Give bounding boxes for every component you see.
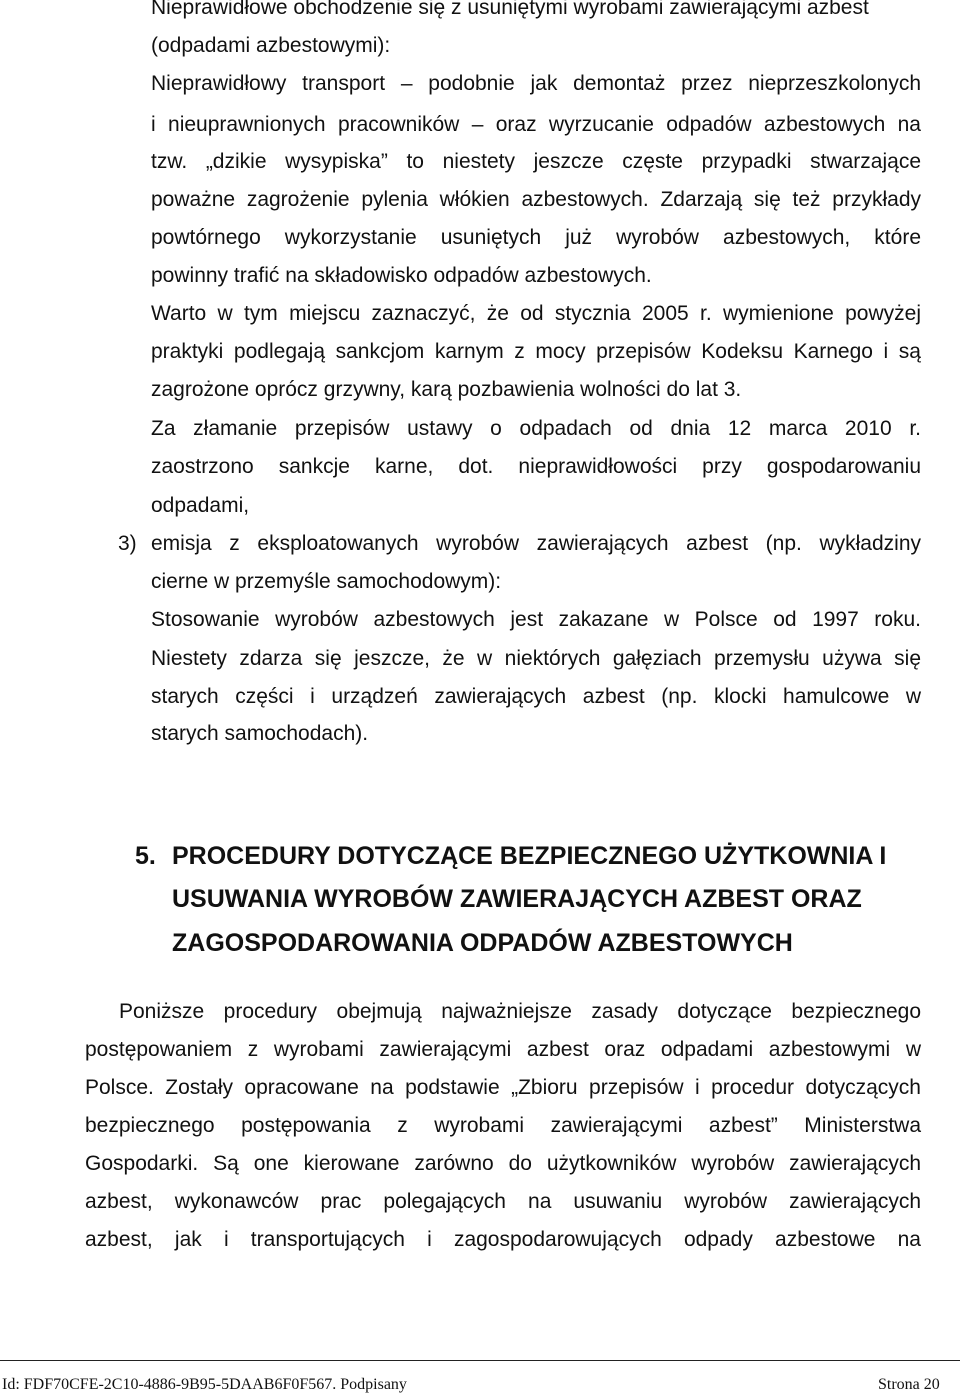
footer-divider bbox=[0, 1360, 960, 1361]
paragraph-line: i nieuprawnionych pracowników – oraz wyrzucanie odpadów azbestowych na bbox=[151, 113, 921, 136]
paragraph-line: Polsce. Zostały opracowane na podstawie „Zbioru przepisów i procedur dotyczących bbox=[85, 1076, 921, 1099]
paragraph-line: Niestety zdarza się jeszcze, że w niektórych gałęziach przemysłu używa się bbox=[151, 647, 921, 670]
footer-document-id: Id: FDF70CFE-2C10-4886-9B95-5DAAB6F0F567. Podpisany bbox=[2, 1376, 407, 1393]
paragraph-line: Nieprawidłowe obchodzenie się z usuniętymi wyrobami zawierającymi azbest bbox=[151, 0, 869, 19]
paragraph-line: postępowaniem z wyrobami zawierającymi azbest oraz odpadami azbestowymi w bbox=[85, 1038, 921, 1061]
paragraph-line: zaostrzono sankcje karne, dot. nieprawidłowości przy gospodarowaniu bbox=[151, 455, 921, 478]
paragraph-line: azbest, jak i transportujących i zagospodarowujących odpady azbestowe na bbox=[85, 1228, 921, 1251]
paragraph-line: Gospodarki. Są one kierowane zarówno do użytkowników wyrobów zawierających bbox=[85, 1152, 921, 1175]
paragraph-line: powtórnego wykorzystanie usuniętych już wyrobów azbestowych, które bbox=[151, 226, 921, 249]
paragraph-line: poważne zagrożenie pylenia włókien azbestowych. Zdarzają się też przykłady bbox=[151, 188, 921, 211]
paragraph-line: Nieprawidłowy transport – podobnie jak demontaż przez nieprzeszkolonych bbox=[151, 72, 921, 95]
list-marker: 3) bbox=[118, 532, 137, 555]
paragraph-line: azbest, wykonawców prac polegających na usuwaniu wyrobów zawierających bbox=[85, 1190, 921, 1213]
section-title-line: USUWANIA WYROBÓW ZAWIERAJĄCYCH AZBEST ORAZ bbox=[172, 885, 862, 913]
paragraph-line: emisja z eksploatowanych wyrobów zawierających azbest (np. wykładziny bbox=[151, 532, 921, 555]
paragraph-line: starych części i urządzeń zawierających azbest (np. klocki hamulcowe w bbox=[151, 685, 921, 708]
paragraph-line: starych samochodach). bbox=[151, 722, 369, 745]
paragraph-line: zagrożone oprócz grzywny, karą pozbawienia wolności do lat 3. bbox=[151, 378, 742, 401]
paragraph-line: odpadami, bbox=[151, 494, 250, 517]
paragraph-line: bezpiecznego postępowania z wyrobami zawierającymi azbest” Ministerstwa bbox=[85, 1114, 921, 1137]
paragraph-line: tzw. „dzikie wysypiska” to niestety jeszcze częste przypadki stwarzające bbox=[151, 150, 921, 173]
footer-page-number: Strona 20 bbox=[878, 1376, 940, 1393]
paragraph-line: Warto w tym miejscu zaznaczyć, że od stycznia 2005 r. wymienione powyżej bbox=[151, 302, 921, 325]
section-title-line: PROCEDURY DOTYCZĄCE BEZPIECZNEGO UŻYTKOWNIA I bbox=[172, 842, 887, 870]
paragraph-line: powinny trafić na składowisko odpadów azbestowych. bbox=[151, 264, 652, 287]
paragraph-line: (odpadami azbestowymi): bbox=[151, 34, 391, 57]
paragraph-line: praktyki podlegają sankcjom karnym z mocy przepisów Kodeksu Karnego i są bbox=[151, 340, 921, 363]
paragraph-line: Za złamanie przepisów ustawy o odpadach od dnia 12 marca 2010 r. bbox=[151, 417, 921, 440]
section-title-line: ZAGOSPODAROWANIA ODPADÓW AZBESTOWYCH bbox=[172, 929, 793, 957]
paragraph-line: cierne w przemyśle samochodowym): bbox=[151, 570, 502, 593]
section-number: 5. bbox=[135, 842, 156, 870]
paragraph-line: Poniższe procedury obejmują najważniejsze zasady dotyczące bezpiecznego bbox=[119, 1000, 921, 1023]
paragraph-line: Stosowanie wyrobów azbestowych jest zakazane w Polsce od 1997 roku. bbox=[151, 608, 921, 631]
